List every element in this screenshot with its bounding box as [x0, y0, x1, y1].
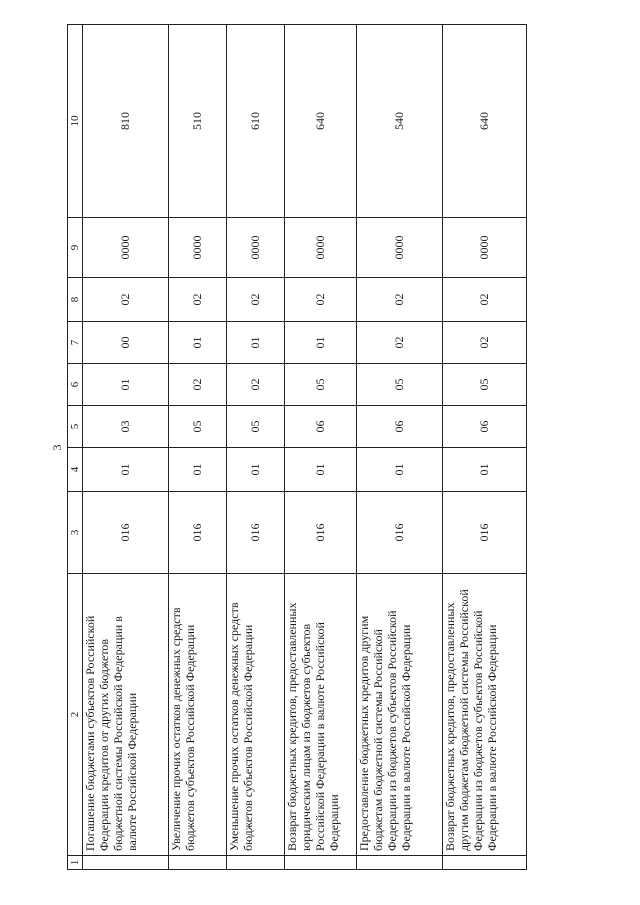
- code-cell: 05: [169, 406, 227, 448]
- code-cell: 01: [169, 448, 227, 492]
- code-cell: 0000: [443, 218, 527, 278]
- header-cell: 9: [68, 218, 83, 278]
- code-cell: 01: [83, 364, 169, 406]
- description-cell: Предоставление бюджетных кредитов другим бюджетам бюджетной системы Российской Федерации из бюджетов субъектов Российской Федерации в валюте Российской Федерации: [357, 574, 443, 856]
- code-cell: 02: [83, 278, 169, 322]
- description-cell: Уменьшение прочих остатков денежных средств бюджетов субъектов Российской Федерации: [227, 574, 285, 856]
- code-cell: 016: [227, 492, 285, 574]
- code-cell: 0000: [169, 218, 227, 278]
- code-cell: 01: [285, 322, 357, 364]
- code-cell: 0000: [83, 218, 169, 278]
- description-cell: Возврат бюджетных кредитов, предоставленных юридическим лицам из бюджетов субъектов Российской Федерации в валюте Российской Федерации: [285, 574, 357, 856]
- table-row: [285, 25, 357, 870]
- code-cell: 00: [83, 322, 169, 364]
- code-cell: 03: [83, 406, 169, 448]
- description-cell: Погашение бюджетами субъектов Российской Федерации кредитов от других бюджетов бюджетной системы Российской Федерации в валюте Российской Федерации: [83, 574, 169, 856]
- code-cell: 01: [83, 448, 169, 492]
- code-cell: 640: [443, 25, 527, 218]
- header-cell: 5: [68, 406, 83, 448]
- code-cell: 02: [227, 278, 285, 322]
- row-number-cell: [227, 856, 285, 870]
- code-cell: 06: [443, 406, 527, 448]
- code-cell: 02: [169, 364, 227, 406]
- row-number-cell: [285, 856, 357, 870]
- header-cell: 4: [68, 448, 83, 492]
- code-cell: 016: [443, 492, 527, 574]
- row-number-cell: [169, 856, 227, 870]
- code-cell: 016: [285, 492, 357, 574]
- table-row: [169, 25, 227, 870]
- code-cell: 0000: [357, 218, 443, 278]
- code-cell: 02: [285, 278, 357, 322]
- header-cell: 7: [68, 322, 83, 364]
- row-number-cell: [443, 856, 527, 870]
- header-cell: 8: [68, 278, 83, 322]
- code-cell: 0000: [285, 218, 357, 278]
- code-cell: 01: [227, 322, 285, 364]
- code-cell: 06: [285, 406, 357, 448]
- code-cell: 02: [357, 278, 443, 322]
- code-cell: 01: [357, 448, 443, 492]
- code-cell: 01: [227, 448, 285, 492]
- code-cell: 01: [169, 322, 227, 364]
- table-row: [357, 25, 443, 870]
- code-cell: 01: [443, 448, 527, 492]
- code-cell: 05: [443, 364, 527, 406]
- code-cell: 02: [357, 322, 443, 364]
- code-cell: 02: [227, 364, 285, 406]
- code-cell: 05: [227, 406, 285, 448]
- code-cell: 540: [357, 25, 443, 218]
- code-cell: 02: [443, 278, 527, 322]
- code-cell: 05: [357, 364, 443, 406]
- code-cell: 01: [285, 448, 357, 492]
- code-cell: 05: [285, 364, 357, 406]
- code-cell: 0000: [227, 218, 285, 278]
- code-cell: 016: [169, 492, 227, 574]
- table-row: [83, 25, 169, 870]
- code-cell: 610: [227, 25, 285, 218]
- code-cell: 02: [443, 322, 527, 364]
- code-cell: 016: [357, 492, 443, 574]
- row-number-cell: [357, 856, 443, 870]
- code-cell: 06: [357, 406, 443, 448]
- rotated-table-sheet: [47, 25, 525, 870]
- description-cell: Увеличение прочих остатков денежных средств бюджетов субъектов Российской Федерации: [169, 574, 227, 856]
- code-cell: 640: [285, 25, 357, 218]
- code-cell: 510: [169, 25, 227, 218]
- table-row: [227, 25, 285, 870]
- code-cell: 016: [83, 492, 169, 574]
- row-number-cell: [83, 856, 169, 870]
- table-row: [443, 25, 527, 870]
- header-cell: 6: [68, 364, 83, 406]
- page-number: 3: [50, 444, 64, 451]
- description-cell: Возврат бюджетных кредитов, предоставленных другим бюджетам бюджетной системы Российской Федерации из бюджетов субъектов Российской Федерации в валюте Российской Федерации: [443, 574, 527, 856]
- table-header-row: [68, 25, 83, 870]
- code-cell: 810: [83, 25, 169, 218]
- header-cell: 2: [68, 574, 83, 856]
- header-cell: 10: [68, 25, 83, 218]
- code-cell: 02: [169, 278, 227, 322]
- budget-classification-table: [67, 24, 527, 870]
- header-cell: 1: [68, 856, 83, 870]
- header-cell: 3: [68, 492, 83, 574]
